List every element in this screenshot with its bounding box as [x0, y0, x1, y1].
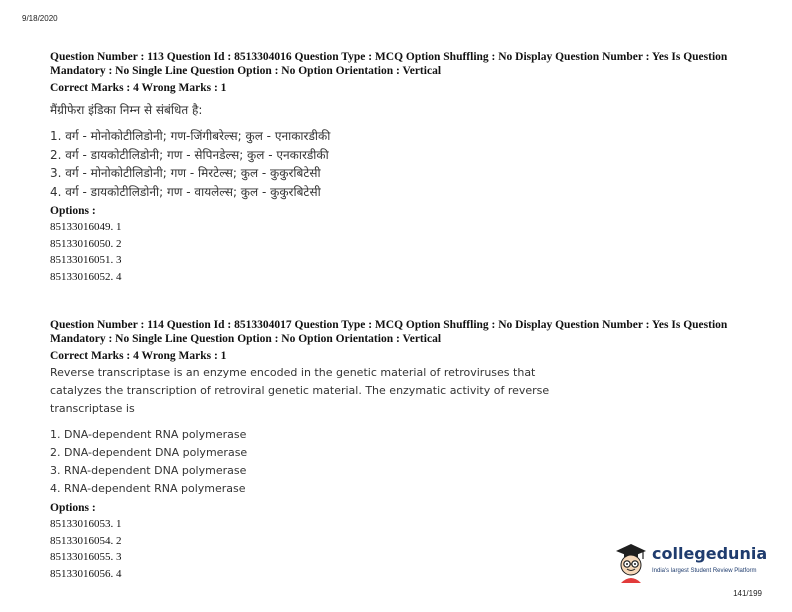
- graduate-mascot-icon: [612, 541, 650, 583]
- options-label: Options :: [50, 205, 96, 217]
- option-id-list: [50, 219, 750, 285]
- question-text-line: Reverse transcriptase is an enzyme encoded in the genetic material of retroviruses that: [50, 366, 536, 379]
- choice-item: 2. DNA-dependent DNA polymerase: [50, 446, 248, 459]
- choice-item: 1. DNA-dependent RNA polymerase: [50, 428, 247, 441]
- question-meta: Question Number : 113 Question Id : 8513304016 Question Type : MCQ Option Shuffling : No Display Question Number : Yes Is Question Mandatory : No Single Line Question Option : No Option Orientation : Vertical: [50, 51, 728, 77]
- option-id: 85133016052. 4: [50, 270, 122, 283]
- option-id: 85133016049. 1: [50, 221, 122, 233]
- choice-item: 3. वर्ग - मोनोकोटीलिडोनी; गण - मिरटेल्स; कुल - कुकुरबिटेसी: [50, 166, 321, 180]
- choice-item: 2. वर्ग - डायकोटीलिडोनी; गण - सेपिनडेल्स; कुल - एनकारडीकी: [50, 147, 329, 162]
- question-block-113: [50, 50, 750, 285]
- answer-choices: [50, 426, 750, 498]
- option-id: 85133016056. 4: [50, 567, 122, 580]
- question-meta: Question Number : 114 Question Id : 8513304017 Question Type : MCQ Option Shuffling : No Display Question Number : Yes Is Question Mandatory : No Single Line Question Option : No Option Orientation : Vertical: [50, 319, 728, 345]
- option-id: 85133016050. 2: [50, 237, 122, 250]
- question-text-line: transcriptase is: [50, 402, 135, 415]
- choice-item: 1. वर्ग - मोनोकोटीलिडोनी; गण-जिंगीबरेल्स; कुल - एनाकारडीकी: [50, 129, 331, 143]
- option-id: 85133016054. 2: [50, 534, 122, 547]
- answer-choices: [50, 127, 750, 201]
- options-label: Options :: [50, 502, 96, 514]
- choice-item: 3. RNA-dependent DNA polymerase: [50, 464, 247, 477]
- choice-item: 4. वर्ग - डायकोटीलिडोनी; गण - वायलेल्स; कुल - कुकुरबिटेसी: [50, 184, 321, 199]
- choice-item: 4. RNA-dependent RNA polymerase: [50, 482, 246, 495]
- logo-wordmark: collegedunia: [652, 544, 768, 563]
- logo-tagline: India's largest Student Review Platform: [652, 568, 757, 574]
- option-id: 85133016055. 3: [50, 551, 122, 563]
- option-id: 85133016051. 3: [50, 254, 122, 266]
- question-text: [50, 364, 750, 418]
- collegedunia-logo: [612, 541, 768, 583]
- question-marks: Correct Marks : 4 Wrong Marks : 1: [50, 350, 227, 362]
- option-id: 85133016053. 1: [50, 518, 122, 530]
- question-text-line: catalyzes the transcription of retroviral genetic material. The enzymatic activity of reverse: [50, 384, 550, 397]
- question-marks: Correct Marks : 4 Wrong Marks : 1: [50, 82, 227, 94]
- print-date: 9/18/2020: [22, 14, 58, 23]
- page-number: 141/199: [733, 589, 762, 598]
- question-text: मैंग्रीफेरा इंडिका निम्न से संबंधित है:: [50, 103, 203, 117]
